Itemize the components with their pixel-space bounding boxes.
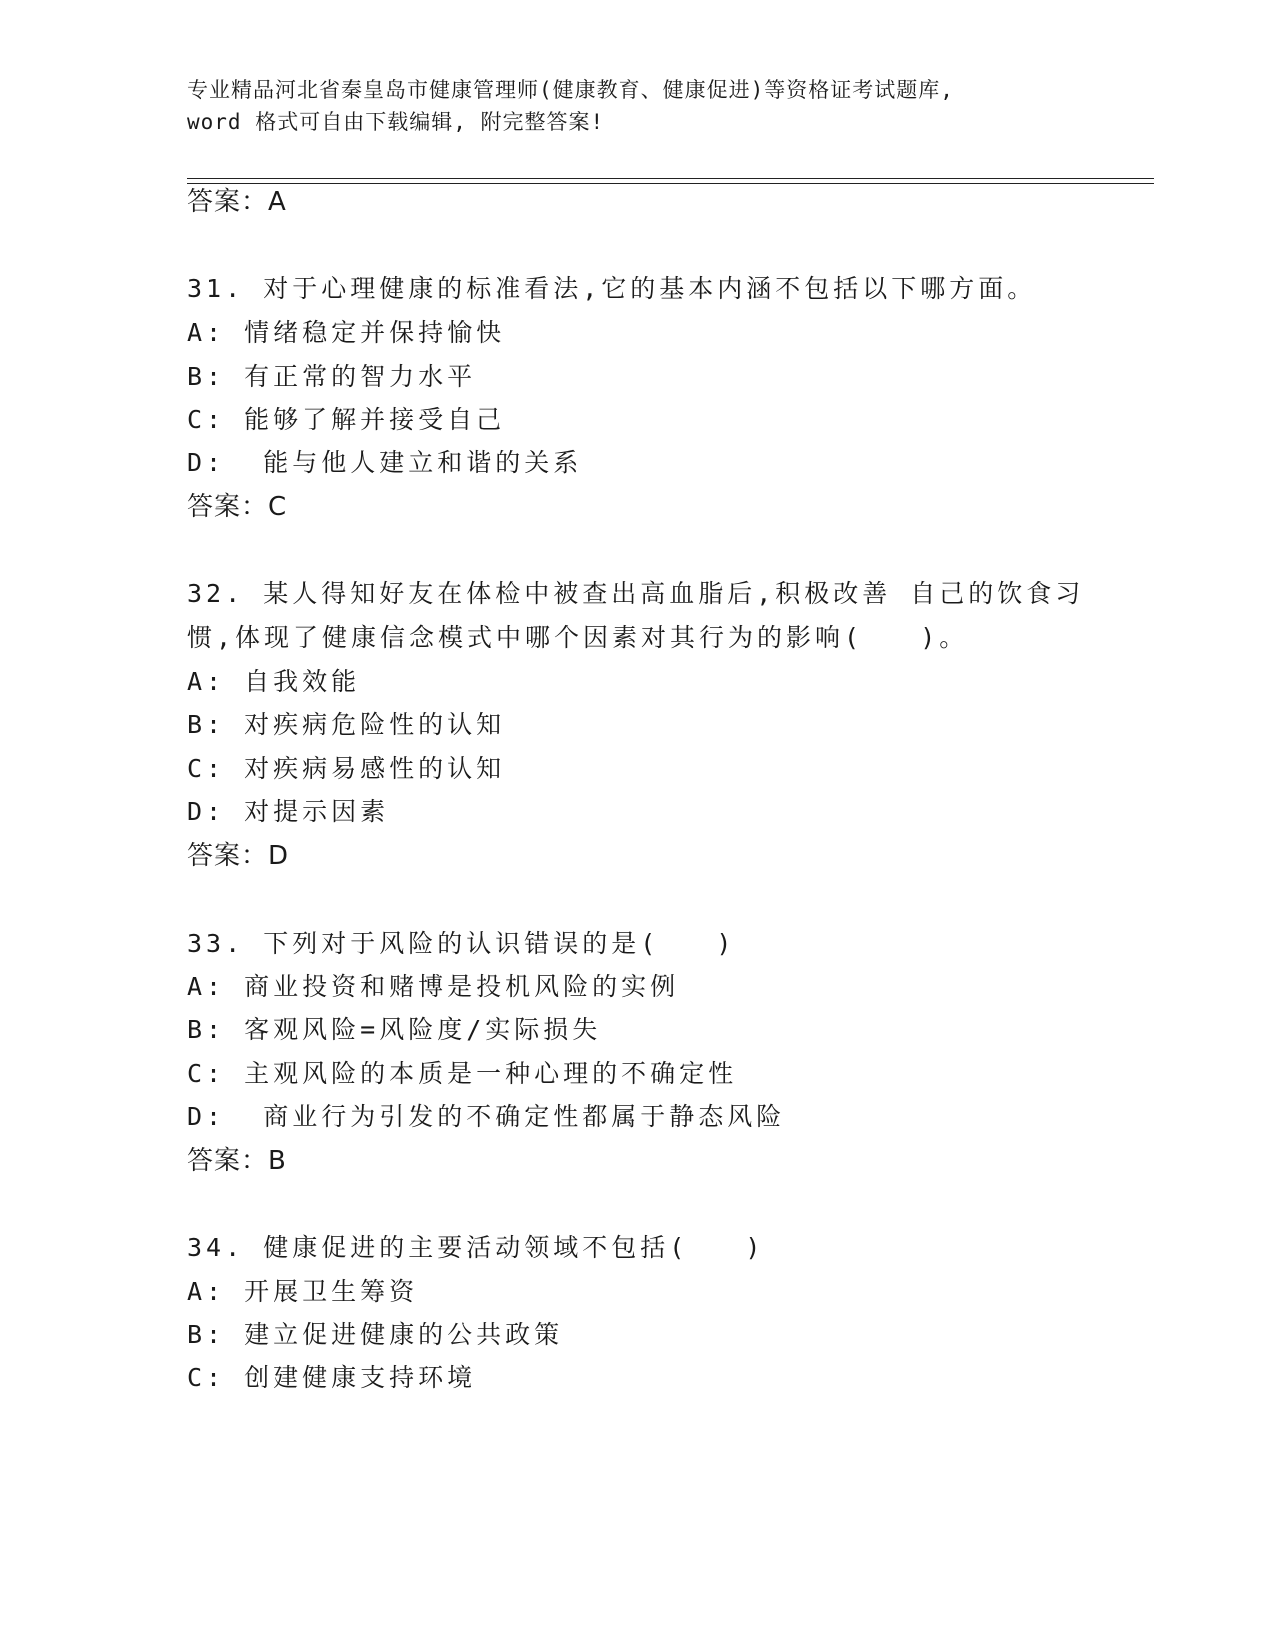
question-33-stem: 33. 下列对于风险的认识错误的是( ): [187, 929, 736, 958]
question-31-option-d: D: 能与他人建立和谐的关系: [187, 448, 583, 477]
answer-previous: 答案：A: [187, 187, 287, 217]
question-34-option-b: B: 建立促进健康的公共政策: [187, 1320, 564, 1349]
question-33-option-c: C: 主观风险的本质是一种心理的不确定性: [187, 1059, 738, 1088]
question-32-stem-line-1: 32. 某人得知好友在体检中被查出高血脂后,积极改善 自己的饮食习: [187, 579, 1085, 608]
question-34-option-a: A: 开展卫生筹资: [187, 1277, 419, 1306]
question-33-option-b: B: 客观风险=风险度/实际损失: [187, 1015, 602, 1044]
question-32-answer: 答案：D: [187, 841, 290, 871]
question-31-option-a: A: 情绪稳定并保持愉快: [187, 318, 506, 347]
question-33-option-a: A: 商业投资和赌博是投机风险的实例: [187, 972, 680, 1001]
question-34-option-c: C: 创建健康支持环境: [187, 1363, 477, 1392]
header-line-1: 专业精品河北省秦皇岛市健康管理师(健康教育、健康促进)等资格证考试题库,: [187, 78, 954, 102]
question-34-stem: 34. 健康促进的主要活动领域不包括( ): [187, 1233, 765, 1262]
question-32-option-b: B: 对疾病危险性的认知: [187, 710, 506, 739]
header-line-2: word 格式可自由下载编辑, 附完整答案!: [187, 110, 605, 134]
question-33-answer: 答案：B: [187, 1146, 287, 1176]
question-31-answer: 答案：C: [187, 492, 288, 522]
document-header: [187, 74, 1067, 138]
question-33-option-d: D: 商业行为引发的不确定性都属于静态风险: [187, 1102, 786, 1131]
question-32-option-d: D: 对提示因素: [187, 797, 390, 826]
question-32-option-a: A: 自我效能: [187, 667, 361, 696]
question-31-option-c: C: 能够了解并接受自己: [187, 405, 506, 434]
header-rule-top: [187, 178, 1154, 179]
question-32-option-c: C: 对疾病易感性的认知: [187, 754, 506, 783]
header-rule-bottom: [187, 183, 1154, 184]
question-31-stem: 31. 对于心理健康的标准看法,它的基本内涵不包括以下哪方面。: [187, 274, 1037, 303]
question-32-stem-line-2: 惯,体现了健康信念模式中哪个因素对其行为的影响( )。: [187, 623, 969, 652]
question-31-option-b: B: 有正常的智力水平: [187, 362, 477, 391]
